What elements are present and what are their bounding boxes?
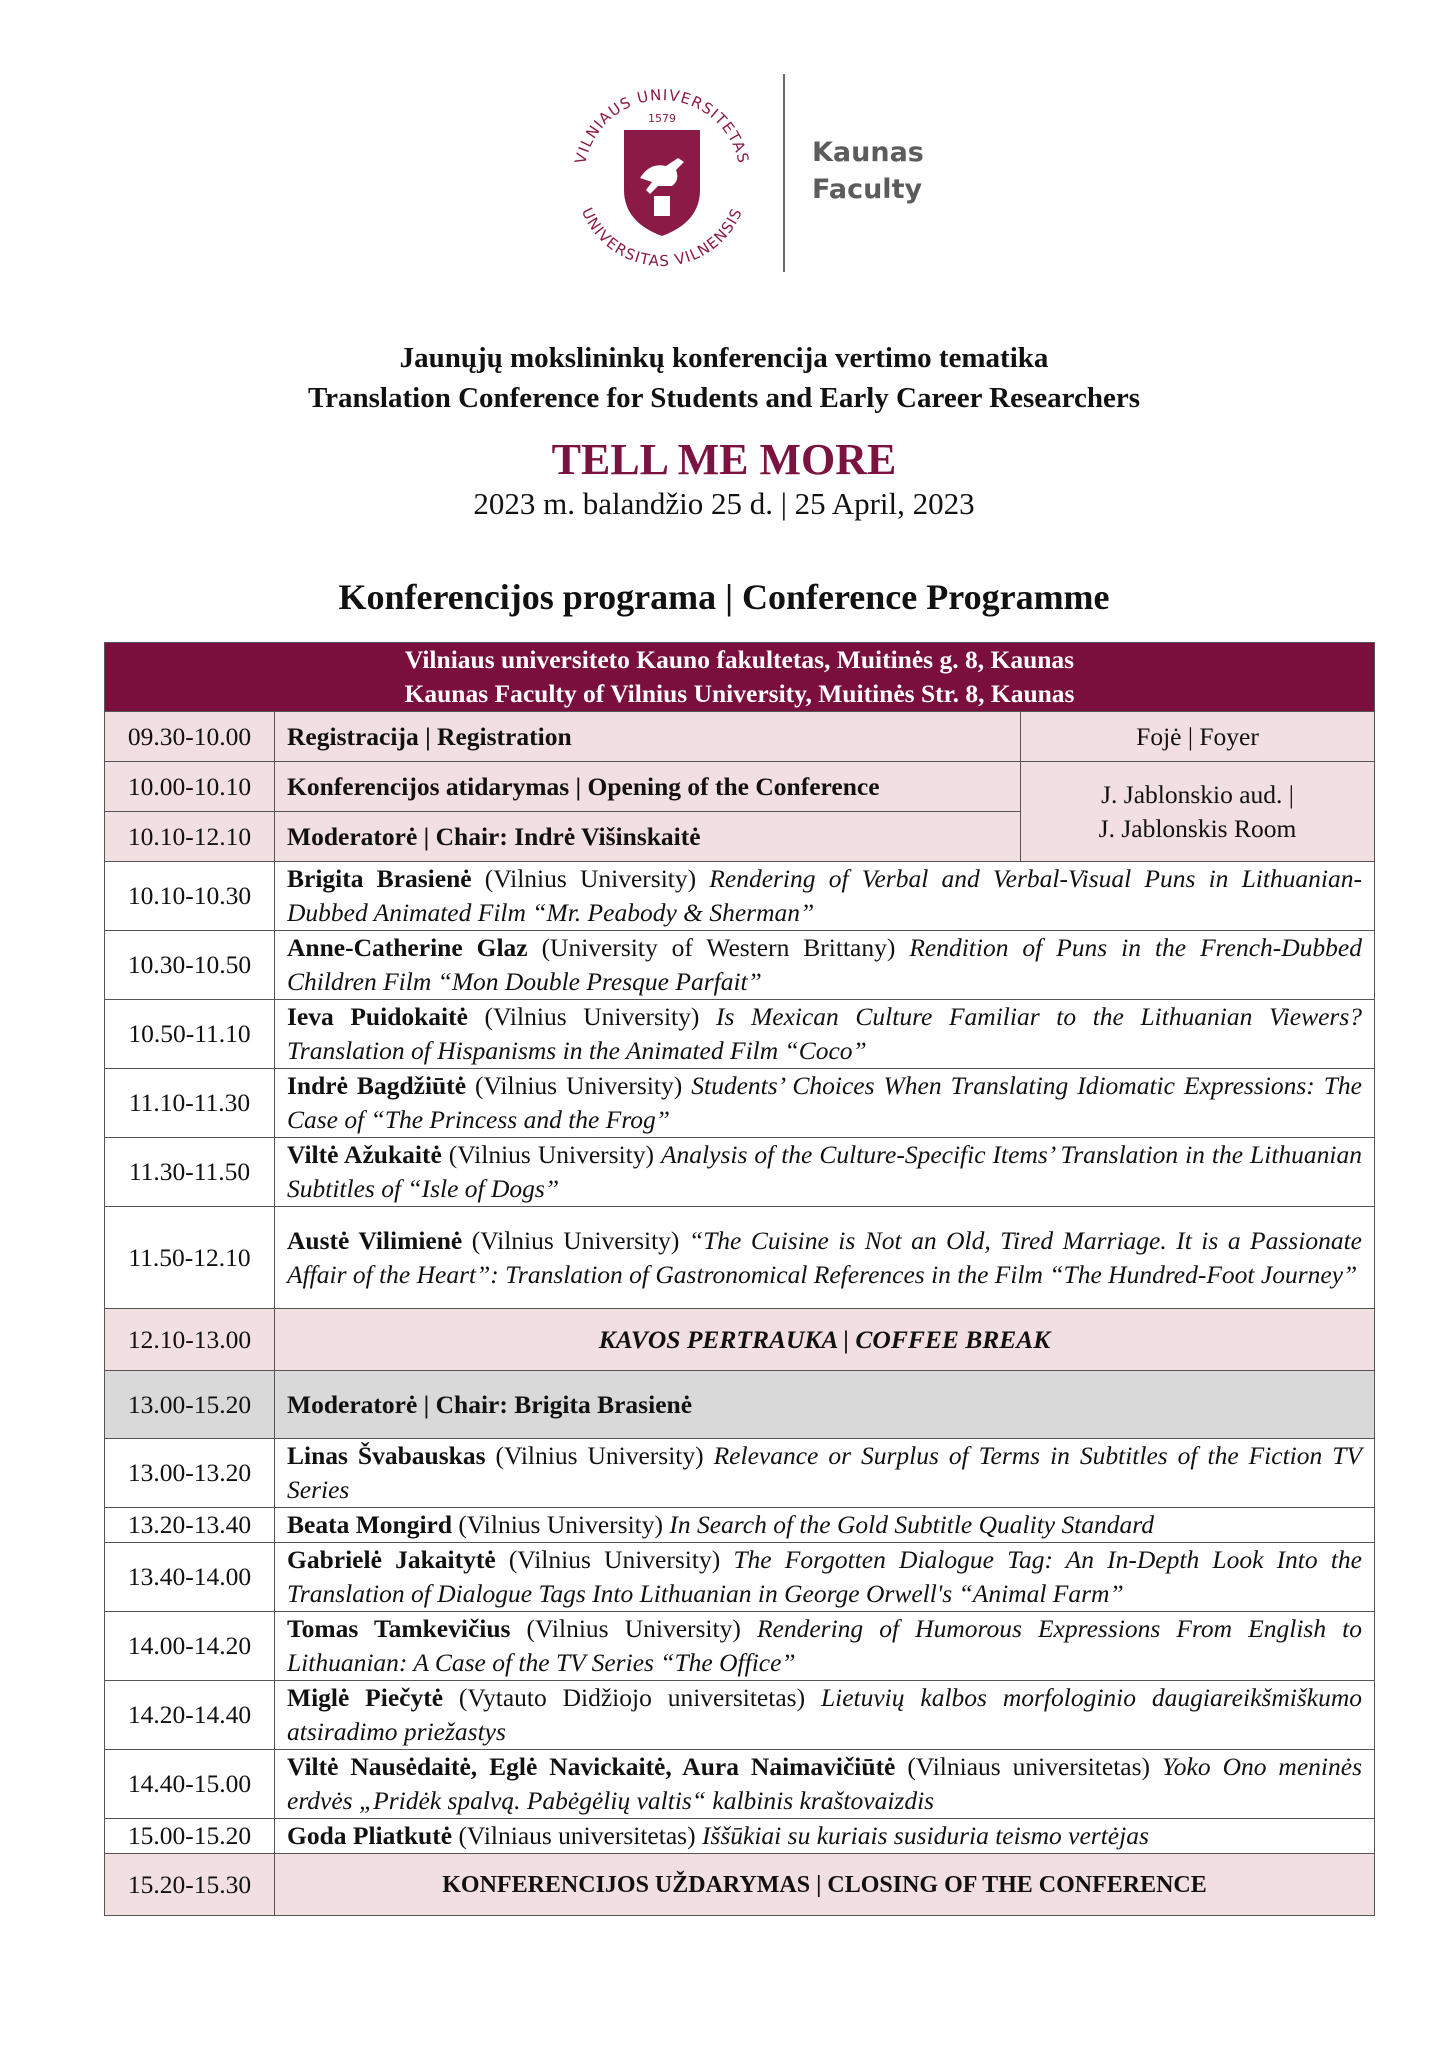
talk-description — [275, 1439, 1375, 1508]
session1-chair-label: Moderatorė | Chair: Indrė Višinskaitė — [275, 812, 1021, 862]
talk-title: Lietuvių kalbos morfologinio daugiareikšmiškumo atsiradimo priežastys — [287, 1683, 1362, 1746]
venue-line-1: Vilniaus universiteto Kauno fakultetas, Muitinės g. 8, Kaunas — [404, 645, 1075, 674]
registration-location: Fojė | Foyer — [1021, 712, 1375, 762]
speaker-name: Gabrielė Jakaitytė — [287, 1545, 496, 1574]
time-cell: 10.30-10.50 — [105, 931, 275, 1000]
talk-title: The Forgotten Dialogue Tag: An In-Depth Look Into the Translation of Dialogue Tags Into Lithuanian in George Orwell's “Animal Farm” — [287, 1545, 1362, 1608]
registration-label: Registracija | Registration — [275, 712, 1021, 762]
opening-label: Konferencijos atidarymas | Opening of the Conference — [275, 762, 1021, 812]
affiliation: (Vilnius University) — [485, 1441, 714, 1470]
affiliation: (Vilniaus universitetas) — [895, 1752, 1162, 1781]
talk-title: Rendition of Puns in the French-Dubbed Children Film “Mon Double Presque Parfait” — [287, 933, 1362, 996]
venue-line-2: Kaunas Faculty of Vilnius University, Muitinės Str. 8, Kaunas — [404, 679, 1075, 708]
affiliation: (Vilnius University) — [452, 1510, 670, 1539]
opening-row — [105, 762, 1375, 812]
speaker-name: Ieva Puidokaitė — [287, 1002, 468, 1031]
coffee-break-label: KAVOS PERTRAUKA | COFFEE BREAK — [275, 1309, 1375, 1371]
talk-description — [275, 931, 1375, 1000]
talk-row — [105, 1439, 1375, 1508]
time-cell: 13.40-14.00 — [105, 1543, 275, 1612]
time-cell: 14.40-15.00 — [105, 1750, 275, 1819]
affiliation: (Vilnius University) — [462, 1225, 689, 1255]
talk-row — [105, 1508, 1375, 1543]
talk-title: Relevance or Surplus of Terms in Subtitles of the Fiction TV Series — [287, 1441, 1362, 1504]
time-cell: 10.10-10.30 — [105, 862, 275, 931]
talk-title: Analysis of the Culture-Specific Items’ Translation in the Lithuanian Subtitles of “Isle of Dogs” — [287, 1140, 1362, 1203]
talk-row — [105, 1543, 1375, 1612]
talk-title: Students’ Choices When Translating Idiomatic Expressions: The Case of “The Princess and the Frog” — [287, 1071, 1363, 1134]
coffee-break-row — [105, 1309, 1375, 1371]
session2-chair-row — [105, 1371, 1375, 1439]
room-line-1: J. Jablonskio aud. | — [1101, 779, 1294, 809]
seal-ring-text-bottom: UNIVERSITAS VILNENSIS — [577, 204, 747, 271]
time-cell: 12.10-13.00 — [105, 1309, 275, 1371]
programme-heading: Konferencijos programa | Conference Programme — [338, 577, 1110, 617]
talk-description — [275, 1750, 1375, 1819]
speaker-name: Tomas Tamkevičius — [287, 1614, 511, 1643]
speaker-name: Indrė Bagdžiūtė — [287, 1071, 467, 1100]
time-cell: 11.10-11.30 — [105, 1069, 275, 1138]
time-cell: 10.00-10.10 — [105, 762, 275, 812]
room-line-2: J. Jablonskis Room — [1098, 813, 1297, 843]
affiliation: (University of Western Brittany) — [527, 933, 910, 962]
conference-name: TELL ME MORE — [551, 435, 897, 484]
title-english: Translation Conference for Students and Early Career Researchers — [307, 382, 1141, 414]
speaker-name: Miglė Piečytė — [287, 1683, 444, 1712]
affiliation: (Vilnius University) — [466, 1071, 692, 1100]
venue-cell — [105, 643, 1375, 712]
time-cell: 10.50-11.10 — [105, 1000, 275, 1069]
talk-row — [105, 931, 1375, 1000]
time-cell: 11.30-11.50 — [105, 1138, 275, 1207]
book-icon — [654, 196, 670, 216]
talk-title: In Search of the Gold Subtitle Quality Standard — [669, 1510, 1155, 1539]
speaker-name: Beata Mongird — [287, 1510, 453, 1539]
room-location — [1021, 762, 1375, 862]
time-cell: 10.10-12.10 — [105, 812, 275, 862]
registration-row — [105, 712, 1375, 762]
closing-label: KONFERENCIJOS UŽDARYMAS | CLOSING OF THE CONFERENCE — [275, 1854, 1375, 1916]
conference-date: 2023 m. balandžio 25 d. | 25 April, 2023 — [473, 486, 975, 521]
affiliation: (Vilnius University) — [471, 864, 710, 893]
talk-description — [275, 1819, 1375, 1854]
speaker-name: Brigita Brasienė — [287, 864, 472, 893]
talk-row — [105, 1138, 1375, 1207]
faculty-line-2: Faculty — [812, 174, 923, 205]
time-cell: 14.00-14.20 — [105, 1612, 275, 1681]
talk-description — [275, 1508, 1375, 1543]
talk-description — [275, 1681, 1375, 1750]
affiliation: (Vilniaus universitetas) — [452, 1821, 702, 1850]
talk-row — [105, 862, 1375, 931]
affiliation: (Vilnius University) — [441, 1140, 661, 1169]
affiliation: (Vilnius University) — [510, 1614, 757, 1643]
talk-row — [105, 1069, 1375, 1138]
affiliation: (Vytauto Didžiojo universitetas) — [443, 1683, 821, 1712]
logo-divider — [783, 74, 785, 272]
venue-header-row — [105, 643, 1375, 712]
speaker-name: Linas Švabauskas — [287, 1441, 486, 1470]
talk-title: Yoko Ono meninės erdvės „Pridėk spalvą. Pabėgėlių valtis“ kalbinis kraštovaizdis — [287, 1752, 1362, 1815]
talk-title: Rendering of Humorous Expressions From English to Lithuanian: A Case of the TV Series “The Office” — [287, 1614, 1363, 1677]
talk-description — [275, 1612, 1375, 1681]
time-cell: 11.50-12.10 — [105, 1207, 275, 1309]
seal-year: 1579 — [648, 112, 676, 125]
session2-chair-label: Moderatorė | Chair: Brigita Brasienė — [275, 1371, 1375, 1439]
university-seal-logo — [562, 70, 762, 280]
time-cell: 13.20-13.40 — [105, 1508, 275, 1543]
talk-description — [275, 1207, 1375, 1309]
closing-row — [105, 1854, 1375, 1916]
time-cell: 13.00-15.20 — [105, 1371, 275, 1439]
time-cell: 15.00-15.20 — [105, 1819, 275, 1854]
faculty-wordmark — [812, 134, 924, 208]
talk-description — [275, 1543, 1375, 1612]
time-cell: 13.00-13.20 — [105, 1439, 275, 1508]
programme-table — [104, 642, 1374, 1916]
talk-description — [275, 1000, 1375, 1069]
speaker-name: Goda Pliatkutė — [287, 1821, 453, 1850]
time-cell: 15.20-15.30 — [105, 1854, 275, 1916]
time-cell: 14.20-14.40 — [105, 1681, 275, 1750]
talk-title: Iššūkiai su kuriais susiduria teismo vertėjas — [701, 1821, 1149, 1850]
title-lithuanian: Jaunųjų mokslininkų konferencija vertimo tematika — [399, 342, 1049, 374]
talk-row — [105, 1681, 1375, 1750]
affiliation: (Vilnius University) — [467, 1002, 716, 1031]
time-cell: 09.30-10.00 — [105, 712, 275, 762]
talk-row — [105, 1207, 1375, 1309]
talk-row — [105, 1819, 1375, 1854]
talk-description — [275, 1069, 1375, 1138]
talk-description — [275, 862, 1375, 931]
affiliation: (Vilnius University) — [495, 1545, 734, 1574]
speaker-name: Viltė Nausėdaitė, Eglė Navickaitė, Aura Naimavičiūtė — [287, 1752, 896, 1781]
speaker-name: Anne-Catherine Glaz — [287, 933, 528, 962]
seal-ring-text-top: VILNIAUS UNIVERSITETAS — [571, 85, 753, 166]
talk-title: Rendering of Verbal and Verbal-Visual Puns in Lithuanian-Dubbed Animated Film “Mr. Peabody & Sherman” — [287, 864, 1362, 927]
faculty-line-1: Kaunas — [812, 137, 924, 168]
talk-row — [105, 1612, 1375, 1681]
speaker-name: Austė Vilimienė — [287, 1225, 463, 1255]
talk-title: “The Cuisine is Not an Old, Tired Marriage. It is a Passionate Affair of the Heart”: Translation of Gastronomical References in the Film “The Hundred-Foot Journey” — [287, 1225, 1362, 1289]
talk-title: Is Mexican Culture Familiar to the Lithuanian Viewers? Translation of Hispanisms in the Animated Film “Coco” — [287, 1002, 1363, 1065]
talk-description — [275, 1138, 1375, 1207]
speaker-name: Viltė Ažukaitė — [287, 1140, 442, 1169]
talk-row — [105, 1750, 1375, 1819]
talk-row — [105, 1000, 1375, 1069]
